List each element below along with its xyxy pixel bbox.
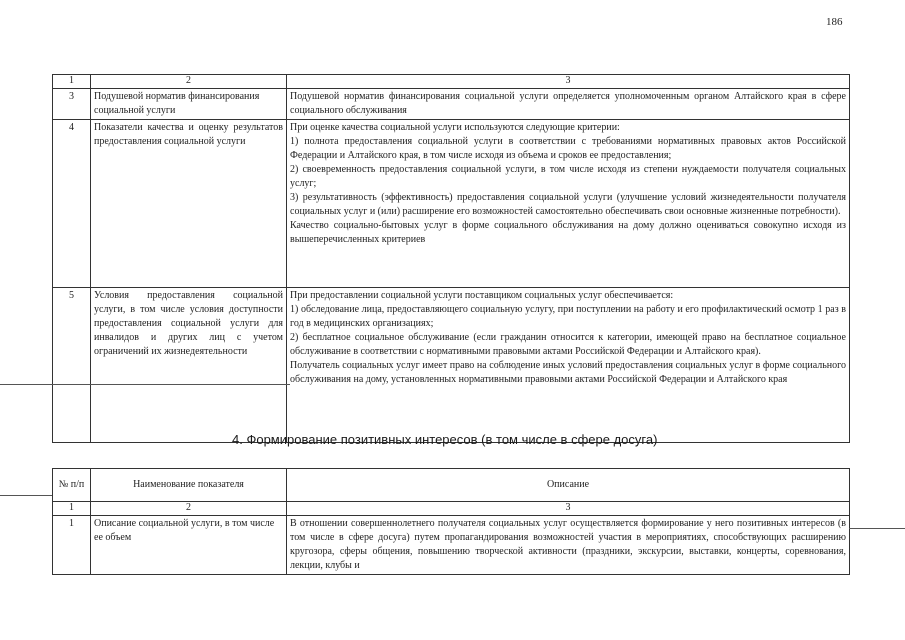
column-number: 3 [287,502,850,516]
column-number: 1 [53,502,91,516]
description-paragraph: Подушевой норматив финансирования социальной услуги определяется уполномоченным органом Алтайского края в сфере социального обслуживания [290,91,846,116]
scan-artifact-line [849,528,905,529]
description-paragraph: 3) результативность (эффективность) предоставления социальной услуги (улучшение условий жизнедеятельности получателя социальных услуг и (или) расширение его возможностей самостоятельно обеспечивать свои основные жизненные потребности). [290,192,846,217]
column-number: 2 [91,502,287,516]
indicator-description [287,516,850,575]
indicator-name: Условия предоставления социальной услуги, в том числе условия доступности предоставления социальной услуги для инвалидов и других лиц с учетом ограничений их жизнедеятельности [91,288,287,443]
column-number: 1 [53,75,91,89]
leisure-interests-table [52,468,850,575]
table-row [53,89,850,120]
indicator-name: Описание социальной услуги, в том числе ее объем [91,516,287,575]
services-table-continued [52,74,850,443]
column-number: 2 [91,75,287,89]
row-number: 3 [53,89,91,120]
description-paragraph: В отношении совершеннолетнего получателя социальных услуг осуществляется формирование у него позитивных интересов (в том числе в сфере досуга) путем пропагандирования возможностей участия в мероприятиях, способствующих расширению кругозора, сферы общения, повышению творческой активности (праздники, экскурсии, выставки, концерты, соревнования, лекции, клубы и [290,518,846,571]
row-number: 5 [53,288,91,443]
table-header-row [53,469,850,502]
page-number: 186 [826,16,843,28]
description-paragraph: 1) обследование лица, предоставляющего социальную услугу, при поступлении на работу и его профилактический осмотр 1 раз в год в медицинских организациях; [290,304,846,329]
section-title: 4. Формирование позитивных интересов (в том числе в сфере досуга) [232,432,658,447]
description-paragraph: Качество социально-бытовых услуг в форме социального обслуживания на дому должно оцениваться совокупно исходя из вышеперечисленных критериев [290,220,846,245]
column-number: 3 [287,75,850,89]
row-number: 4 [53,120,91,288]
column-number-row [53,502,850,516]
header-indicator: Наименование показателя [91,469,287,502]
scan-artifact-line [0,495,52,496]
row-number: 1 [53,516,91,575]
header-description: Описание [287,469,850,502]
description-paragraph: 1) полнота предоставления социальной услуги в соответствии с требованиями нормативных правовых актов Российской Федерации и Алтайского края, в том числе исходя из объема и сроков ее предоставления; [290,136,846,161]
indicator-description [287,288,850,443]
description-paragraph: 2) бесплатное социальное обслуживание (если гражданин относится к категории, имеющей право на бесплатное социальное обслуживание в соответствии с нормативными правовыми актами Российской Федерации и Алтайского края). [290,332,846,357]
description-paragraph: При оценке качества социальной услуги используются следующие критерии: [290,122,620,133]
indicator-description [287,120,850,288]
description-paragraph: При предоставлении социальной услуги поставщиком социальных услуг обеспечивается: [290,290,674,301]
description-paragraph: Получатель социальных услуг имеет право на соблюдение иных условий предоставления социальных услуг в форме социального обслуживания на дому, установленных нормативными правовыми актами Российской Федерации и Алтайского края [290,360,846,385]
header-number: № п/п [53,469,91,502]
indicator-description [287,89,850,120]
description-paragraph: 2) своевременность предоставления социальной услуги, в том числе исходя из степени нуждаемости получателя социальных услуг; [290,164,846,189]
scan-artifact-line [0,384,290,385]
column-number-row [53,75,850,89]
indicator-name: Подушевой норматив финансирования социальной услуги [91,89,287,120]
indicator-name: Показатели качества и оценку результатов предоставления социальной услуги [91,120,287,288]
table-row [53,288,850,443]
table-row [53,120,850,288]
table-row [53,516,850,575]
